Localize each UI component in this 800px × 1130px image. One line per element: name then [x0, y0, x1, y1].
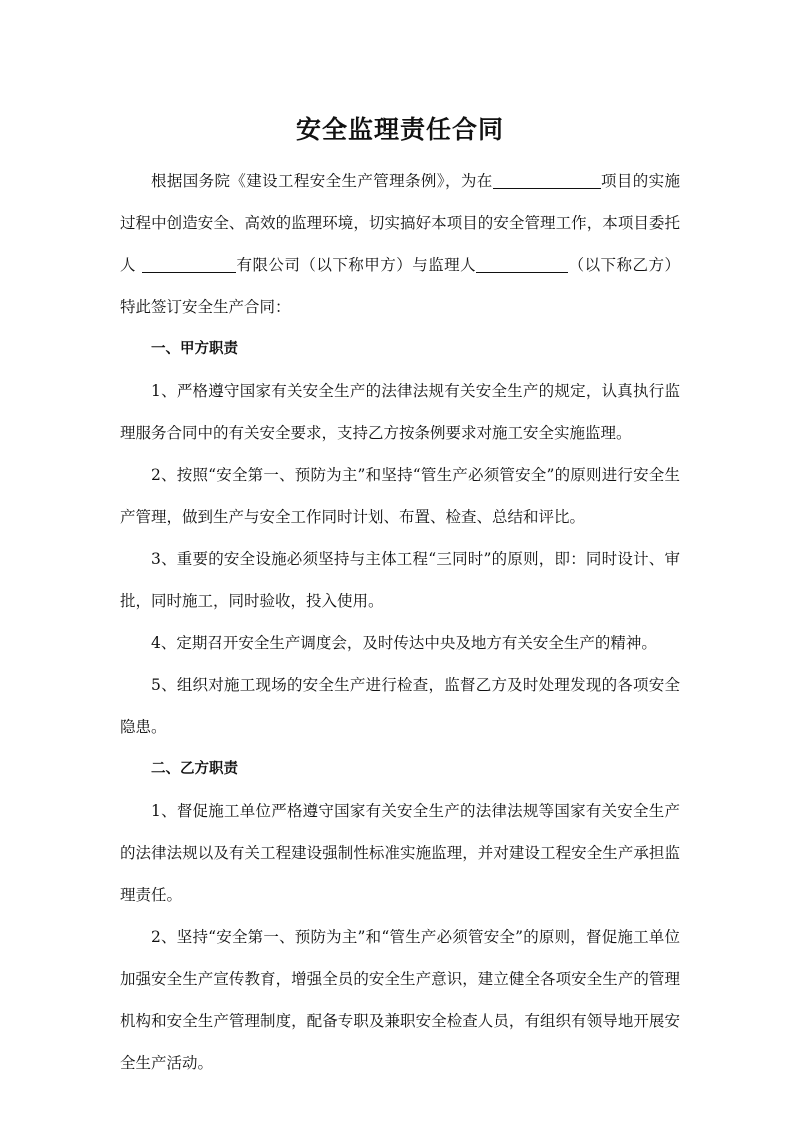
party-a-item-4: 4、定期召开安全生产调度会，及时传达中央及地方有关安全生产的精神。 — [151, 634, 657, 652]
intro-text-3: 有限公司（以下称甲方）与监理人 — [235, 256, 477, 274]
party-b-item-1: 1、督促施工单位严格遵守国家有关安全生产的法律法规等国家有关安全生产的法律法规以及有关工程建设强制性标准实施监理，并对建设工程安全生产承担监理责任。 — [120, 802, 680, 904]
party-a-item-2: 2、按照“安全第一、预防为主”和坚持“管生产必须管安全”的原则进行安全生产管理，做到生产与安全工作同时计划、布置、检查、总结和评比。 — [120, 466, 680, 526]
intro-text-2: 项目的实施过程中创造安全、高效的监理环境，切实搞好本项目的安全管理工作，本项目委托人 — [120, 172, 680, 274]
supervisor-name-blank — [476, 257, 568, 274]
party-a-item-5: 5、组织对施工现场的安全生产进行检查，监督乙方及时处理发现的各项安全隐患。 — [120, 676, 680, 736]
document-body — [120, 160, 680, 1084]
party-a-item-1: 1、严格遵守国家有关安全生产的法律法规有关安全生产的规定，认真执行监理服务合同中的有关安全要求，支持乙方按条例要求对施工安全实施监理。 — [120, 382, 680, 442]
client-name-blank — [142, 257, 236, 274]
intro-text-4: （以下称乙方）特此签订安全生产合同： — [120, 256, 680, 316]
document-title: 安全监理责任合同 — [295, 115, 504, 144]
party-a-item-3: 3、重要的安全设施必须坚持与主体工程“三同时”的原则，即：同时设计、审批，同时施工，同时验收，投入使用。 — [120, 550, 680, 610]
project-name-blank — [493, 173, 601, 190]
section-heading-party-a: 一、甲方职责 — [151, 341, 238, 357]
section-heading-party-b: 二、乙方职责 — [151, 761, 238, 777]
intro-text-1: 根据国务院《建设工程安全生产管理条例》，为在 — [151, 172, 493, 190]
intro-paragraph — [120, 160, 680, 328]
party-b-item-2: 2、坚持“安全第一、预防为主”和“管生产必须管安全”的原则，督促施工单位加强安全生产宣传教育，增强全员的安全生产意识，建立健全各项安全生产的管理机构和安全生产管理制度，配备专职及兼职安全检查人员，有组织有领导地开展安全生产活动。 — [120, 928, 680, 1072]
